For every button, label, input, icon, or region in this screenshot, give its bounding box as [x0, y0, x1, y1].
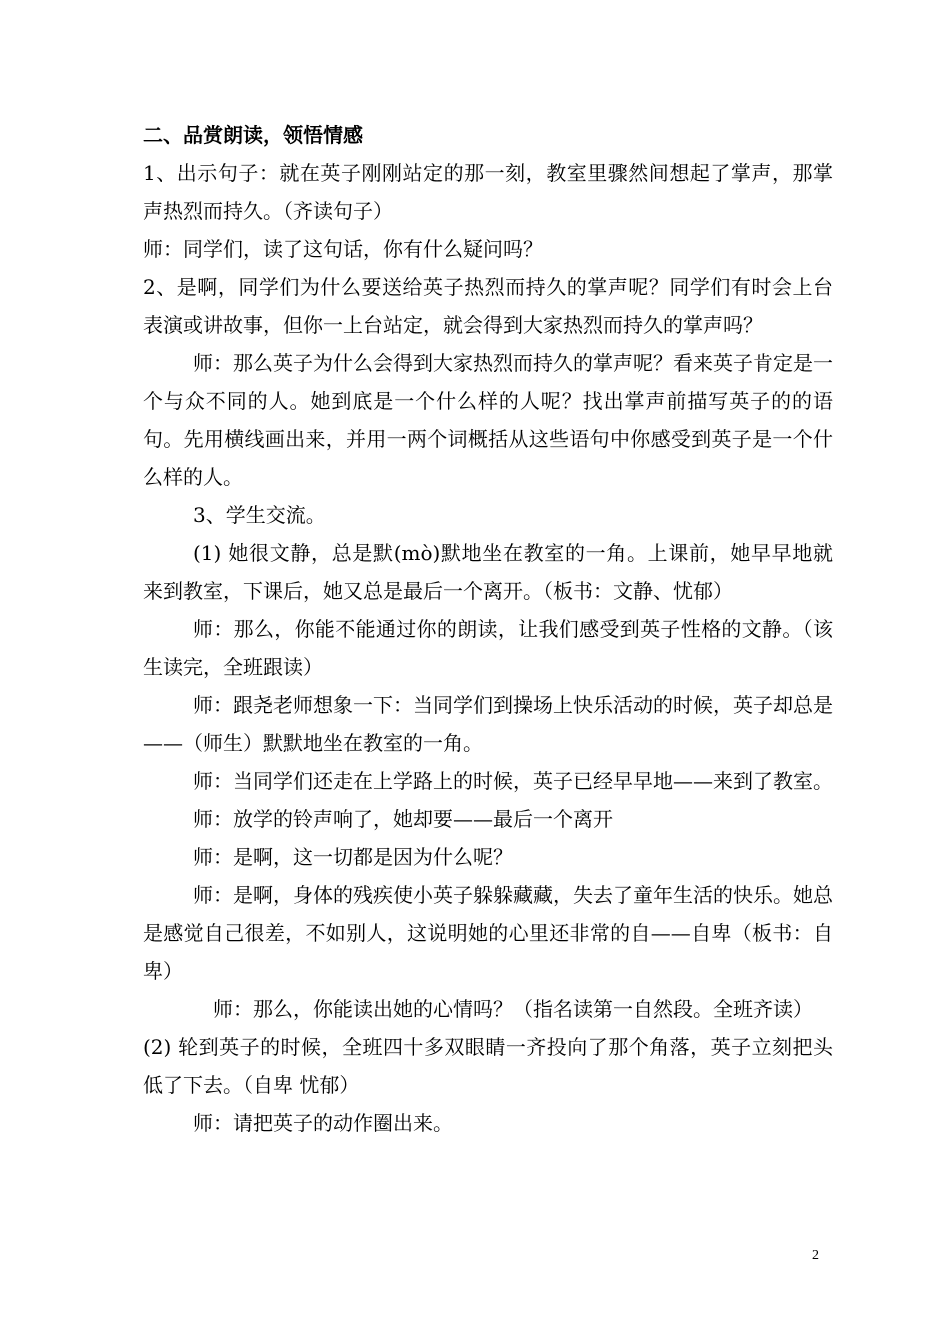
paragraph-13: 师：那么，你能读出她的心情吗？（指名读第一自然段。全班齐读）: [213, 997, 813, 1021]
paragraph-9: 师：当同学们还走在上学路上的时候，英子已经早早地——来到了教室。: [193, 769, 833, 793]
paragraph-7: 师：那么，你能不能通过你的朗读，让我们感受到英子性格的文静。（该生读完，全班跟读）: [143, 617, 833, 679]
paragraph-6: (1) 她很文静，总是默(mò)默地坐在教室的一角。上课前，她早早地就来到教室，下课后，她又总是最后一个离开。（板书：文静、忧郁）: [143, 541, 833, 603]
document-body: [143, 116, 833, 1142]
paragraph-15: 师：请把英子的动作圈出来。: [193, 1111, 453, 1135]
paragraph-4: 师：那么英子为什么会得到大家热烈而持久的掌声呢？看来英子肯定是一个与众不同的人。她到底是一个什么样的人呢？找出掌声前描写英子的的语句。先用横线画出来，并用一两个词概括从这些语句中你感受到英子是一个什么样的人。: [143, 351, 833, 489]
paragraph-14: (2) 轮到英子的时候，全班四十多双眼睛一齐投向了那个角落，英子立刻把头低了下去。（自卑 忧郁）: [143, 1035, 833, 1097]
paragraph-10: 师：放学的铃声响了，她却要——最后一个离开: [193, 807, 613, 831]
paragraph-2: 师：同学们，读了这句话，你有什么疑问吗？: [143, 237, 543, 261]
paragraph-8: 师：跟尧老师想象一下：当同学们到操场上快乐活动的时候，英子却总是——（师生）默默地坐在教室的一角。: [143, 693, 833, 755]
paragraph-3: 2、是啊，同学们为什么要送给英子热烈而持久的掌声呢？同学们有时会上台表演或讲故事，但你一上台站定，就会得到大家热烈而持久的掌声吗？: [143, 275, 833, 337]
paragraph-11: 师：是啊，这一切都是因为什么呢？: [193, 845, 513, 869]
paragraph-12: 师：是啊，身体的残疾使小英子躲躲藏藏，失去了童年生活的快乐。她总是感觉自己很差，不如别人，这说明她的心里还非常的自——自卑（板书：自卑）: [143, 883, 833, 983]
page-number: 2: [812, 1248, 819, 1263]
section-heading: 二、品赏朗读，领悟情感: [143, 123, 363, 147]
paragraph-1: 1、出示句子：就在英子刚刚站定的那一刻，教室里骤然间想起了掌声，那掌声热烈而持久。（齐读句子）: [143, 161, 833, 223]
paragraph-5: 3、学生交流。: [193, 503, 326, 527]
